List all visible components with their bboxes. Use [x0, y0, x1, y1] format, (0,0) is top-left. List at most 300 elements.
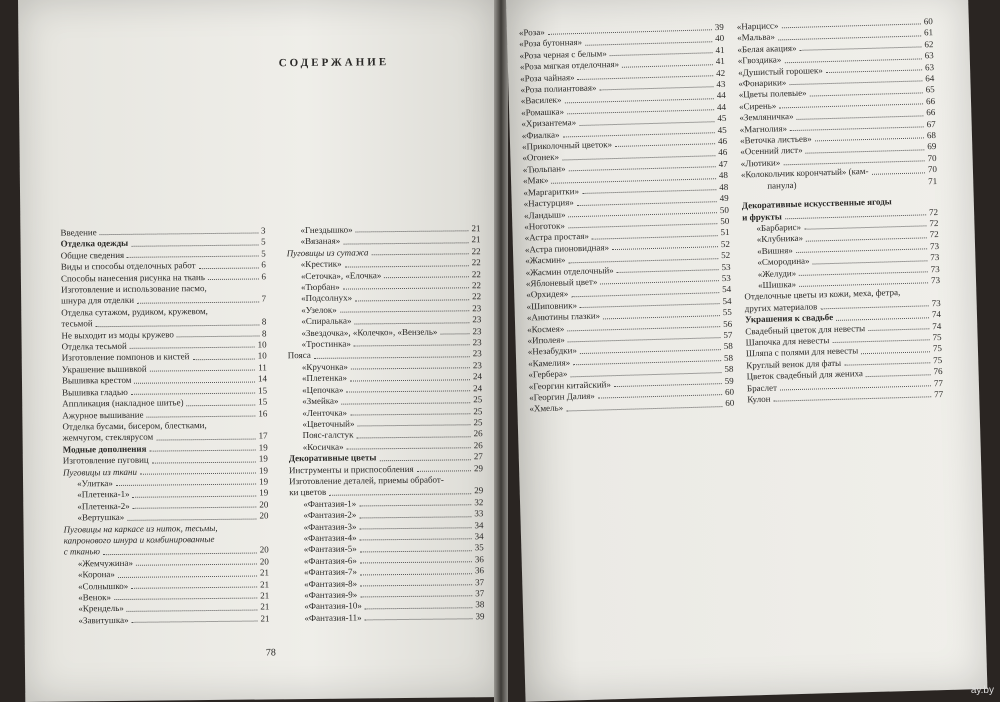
toc-entry-title: «Фантазия-5»: [303, 543, 357, 555]
dot-leader: [343, 288, 469, 290]
dot-leader: [360, 584, 472, 586]
toc-entry-title: Вышивка гладью: [62, 386, 128, 398]
toc-entry-title: «Ноготок»: [524, 220, 566, 232]
toc-entry-title: «Вязаная»: [300, 236, 341, 247]
toc-entry-title: «Настурция»: [523, 197, 574, 209]
toc-entry-title: «Ромашка»: [521, 106, 565, 118]
toc-entry-title: Пояса: [287, 350, 311, 361]
dot-leader: [614, 383, 722, 387]
dot-leader: [826, 69, 922, 73]
toc-entry-title: и фрукты: [742, 210, 782, 222]
dot-leader: [612, 246, 718, 250]
toc-entry-title: «Тростинка»: [301, 338, 351, 350]
toc-entry-title: «Вишня»: [756, 244, 793, 256]
toc-entry-title: «Фантазия-8»: [304, 578, 358, 589]
toc-entry-title: Отделка одежды: [60, 238, 129, 249]
dot-leader: [895, 204, 935, 205]
toc-entry-page: 77: [933, 377, 943, 388]
toc-entry-page: 29: [474, 485, 484, 496]
toc-entry-title: «Гнездышко»: [300, 224, 353, 236]
toc-entry-page: 66: [926, 107, 936, 118]
toc-entry-title: Пояс-галстук: [302, 429, 354, 441]
dot-leader: [357, 436, 471, 438]
dot-leader: [566, 406, 722, 411]
toc-entry-page: 23: [472, 337, 482, 348]
watermark: ay.by: [970, 685, 994, 696]
toc-entry-title: «Тюрбан»: [300, 281, 340, 293]
toc-entry-title: «Фантазия-6»: [303, 555, 357, 566]
toc-entry-title: «Венок»: [78, 592, 111, 603]
dot-leader: [208, 279, 258, 281]
toc-entry-page: 48: [718, 170, 729, 181]
toc-entry-title: «Ландыш»: [523, 208, 566, 221]
toc-entry-page: 10: [257, 339, 267, 350]
toc-entry-title: Общие сведения: [60, 249, 125, 261]
toc-entry-title: Шапочка для невесты: [745, 335, 830, 348]
toc-entry-page: 45: [717, 124, 727, 135]
toc-entry-page: 6: [261, 259, 266, 270]
toc-entry-title: «Роза чайная»: [520, 71, 575, 84]
right-page: [506, 0, 987, 702]
dot-leader: [350, 413, 470, 415]
toc-entry-page: 20: [259, 510, 269, 521]
toc-entry-page: 77: [934, 388, 944, 400]
toc-entry-page: 20: [259, 499, 269, 510]
toc-entry-title: Пуговицы на каркасе из ниток, тесьмы,: [63, 522, 218, 535]
dot-leader: [96, 324, 259, 327]
toc-entry-page: 55: [722, 306, 732, 318]
toc-entry-title: «Цветы полевые»: [738, 88, 807, 100]
toc-entry-page: 67: [926, 118, 936, 129]
toc-entry-page: 25: [473, 417, 483, 428]
dot-leader: [379, 459, 470, 461]
toc-entry-title: «Крендель»: [78, 603, 124, 614]
dot-leader: [903, 295, 937, 296]
toc-entry-page: 8: [261, 328, 267, 339]
toc-entry-title: «Плетенка»: [301, 372, 347, 384]
dot-leader: [343, 242, 468, 244]
dot-leader: [127, 518, 256, 520]
dot-leader: [360, 596, 472, 598]
dot-leader: [371, 254, 468, 256]
toc-entry-page: 73: [929, 240, 940, 251]
dot-leader: [341, 402, 470, 404]
dot-leader: [199, 267, 259, 269]
dot-leader: [340, 311, 470, 313]
dot-leader: [350, 379, 470, 381]
toc-entry-page: 60: [923, 16, 933, 27]
toc-entry-title: «Астра простая»: [524, 231, 590, 243]
toc-entry-page: 53: [721, 272, 731, 284]
toc-entry-page: 41: [715, 56, 725, 67]
toc-entry-title: «Цепочка»: [302, 384, 344, 395]
toc-entry-page: 37: [475, 588, 485, 599]
toc-entry-page: 72: [929, 229, 939, 240]
toc-entry-title: «Шишка»: [757, 278, 797, 291]
dot-leader: [187, 404, 256, 406]
toc-entry-page: 70: [927, 164, 938, 175]
dot-leader: [360, 527, 472, 529]
toc-entry-page: 29: [473, 462, 483, 473]
page-number: 78: [265, 647, 276, 659]
toc-entry-page: 34: [474, 519, 484, 530]
toc-entry-page: 72: [929, 217, 939, 229]
toc-entry-page: 50: [720, 215, 730, 227]
toc-entry-title: Шляпа с полями для невесты: [745, 345, 859, 359]
toc-entry-title: «Роза мягкая отделочная»: [519, 59, 620, 72]
toc-entry-page: 22: [471, 268, 481, 279]
toc-entry-title: «Ленточка»: [302, 407, 348, 418]
toc-entry-page: 36: [474, 565, 485, 576]
dot-leader: [116, 484, 256, 486]
toc-entry-page: 23: [472, 325, 482, 336]
dot-leader: [134, 381, 255, 383]
toc-entry-title: «Фантазия-11»: [304, 612, 362, 623]
toc-entry-page: 56: [722, 318, 733, 329]
toc-entry-page: 75: [933, 354, 943, 365]
toc-entry-page: 73: [930, 252, 940, 263]
toc-entry-title: Ажурное вышивание: [62, 409, 144, 421]
toc-entry-title: «Жемчужина»: [77, 557, 134, 569]
dot-leader: [103, 552, 257, 555]
dot-leader: [140, 472, 256, 474]
dot-leader: [156, 438, 255, 440]
toc-entry-page: 76: [933, 366, 943, 377]
toc-entry-title: Аппликация (накладное шитье): [62, 397, 184, 409]
toc-entry-title: «Огонек»: [522, 152, 560, 164]
toc-entry-page: 22: [471, 245, 481, 257]
toc-entry-title: «Фонарики»: [738, 77, 787, 89]
toc-entry-title: Инструменты и приспособления: [288, 463, 414, 475]
toc-entry-title: «Нарцисс»: [736, 20, 779, 32]
toc-entry-page: 60: [725, 398, 735, 409]
toc-entry-page: 8: [261, 316, 267, 327]
toc-entry-page: 19: [259, 487, 269, 498]
toc-entry-title: «Тюльпан»: [522, 163, 566, 175]
toc-entry-title: «Мак»: [522, 175, 549, 186]
toc-entry-title: Способы нанесения рисунка на ткань: [60, 271, 205, 284]
toc-entry-page: 72: [928, 206, 939, 217]
dot-leader: [615, 144, 715, 148]
toc-entry-title: «Солнышко»: [78, 580, 129, 591]
toc-entry-title: «Гвоздика»: [737, 54, 782, 66]
toc-entry-page: 11: [258, 362, 267, 373]
toc-entry-page: 23: [472, 314, 482, 325]
dot-leader: [147, 415, 256, 417]
toc-entry-page: 44: [716, 90, 726, 101]
toc-entry-title: «Клубника»: [756, 233, 804, 245]
toc-entry-title: «Роза»: [518, 26, 545, 38]
toc-entry-page: 59: [724, 375, 734, 386]
toc-entry-page: 21: [260, 578, 270, 590]
toc-entry-title: «Душистый горошек»: [737, 64, 823, 78]
toc-entry-title: Украшения к свадьбе: [744, 312, 834, 325]
toc-entry-page: 23: [472, 303, 482, 314]
dot-leader: [192, 358, 254, 360]
toc-entry-page: 21: [259, 567, 270, 578]
dot-leader: [150, 370, 256, 372]
dot-leader: [356, 231, 469, 233]
toc-entry-title: «Иполея»: [527, 334, 565, 346]
toc-entry-title: Отделка сутажом, рудиком, кружевом,: [61, 305, 208, 318]
toc-entry-title: «Анютины глазки»: [526, 310, 601, 323]
toc-entry-page: 21: [260, 601, 270, 612]
toc-entry-page: 69: [927, 141, 937, 152]
dot-leader: [133, 495, 257, 497]
toc-entry-page: 42: [715, 67, 726, 78]
toc-entry-page: 16: [258, 407, 268, 419]
toc-entry-page: 25: [473, 405, 483, 416]
toc-entry-title: «Роза черная с белым»: [519, 48, 607, 61]
toc-entry-title: «Яблоневый цвет»: [525, 276, 598, 289]
dot-leader: [314, 356, 470, 359]
toc-column-1: [60, 225, 269, 626]
toc-entry-title: «Змейка»: [302, 395, 339, 407]
toc-entry-page: 22: [471, 257, 481, 268]
toc-entry-title: «Хмель»: [529, 402, 564, 414]
dot-leader: [815, 138, 924, 142]
toc-entry-page: 71: [928, 175, 938, 186]
toc-entry-title: Браслет: [746, 382, 778, 394]
toc-entry-page: 21: [260, 590, 270, 601]
toc-column-3: [519, 22, 735, 415]
toc-entry-page: 75: [932, 343, 943, 354]
toc-entry-title: «Георгин китайский»: [528, 378, 612, 392]
toc-entry-title: «Белая акация»: [737, 42, 797, 55]
toc-entry-page: 22: [472, 291, 482, 302]
toc-entry-title: «Хризантема»: [521, 117, 577, 129]
toc-entry-page: 63: [924, 61, 935, 72]
dot-leader: [617, 269, 719, 273]
dot-leader: [131, 393, 255, 395]
toc-entry-page: 46: [717, 135, 728, 147]
toc-entry-title: «Спиралька»: [301, 315, 352, 327]
dot-leader: [136, 564, 257, 566]
dot-leader: [329, 493, 471, 495]
toc-entry-title: «Плетенка-1»: [77, 489, 130, 500]
toc-entry-page: 21: [260, 613, 270, 624]
toc-entry-page: 47: [718, 158, 728, 169]
dot-leader: [622, 64, 713, 68]
toc-entry-page: 39: [475, 610, 485, 622]
toc-entry-page: 73: [930, 263, 940, 274]
toc-entry-title: «Косичка»: [302, 441, 344, 452]
toc-entry-page: 34: [474, 531, 484, 542]
dot-leader: [137, 301, 259, 303]
toc-entry-title: шнура для отделки: [61, 295, 135, 307]
toc-entry-title: Декоративные цветы: [288, 452, 377, 464]
dot-leader: [118, 575, 257, 577]
toc-entry-page: 15: [258, 385, 268, 396]
toc-entry-title: капронового шнура и комбинированные: [63, 533, 215, 546]
dot-leader: [832, 340, 929, 344]
toc-entry-page: 58: [723, 352, 734, 363]
toc-entry-page: 19: [259, 476, 269, 487]
toc-entry-title: «Жасмин»: [525, 254, 566, 266]
toc-entry-title: тесьмой: [61, 318, 93, 329]
dot-leader: [130, 347, 255, 349]
book-gutter: [494, 0, 508, 702]
toc-entry-page: 68: [926, 130, 937, 141]
toc-entry-title: «Жасмин отделочный»: [525, 264, 614, 278]
toc-entry-page: 17: [258, 430, 268, 441]
toc-entry-title: жемчугом, стеклярусом: [62, 431, 154, 443]
toc-entry-title: Украшение вышивкой: [61, 363, 147, 375]
dot-leader: [133, 507, 257, 509]
toc-entry-title: Отделка тесьмой: [61, 340, 127, 352]
toc-entry-page: 61: [923, 27, 934, 38]
toc-entry-page: 7: [261, 293, 267, 304]
dot-leader: [114, 598, 257, 601]
dot-leader: [100, 233, 258, 236]
toc-entry-page: 40: [715, 33, 725, 44]
toc-entry-page: 44: [716, 101, 727, 112]
toc-entry-title: «Незабудки»: [527, 345, 578, 357]
dot-leader: [417, 470, 471, 472]
dot-leader: [354, 345, 470, 347]
toc-entry-title: Пуговицы из ткани: [62, 466, 137, 478]
toc-entry-title: «Подсолнух»: [301, 292, 353, 304]
toc-entry-page: 20: [259, 556, 269, 567]
toc-entry-title: «Корона»: [77, 569, 115, 580]
toc-entry-title: Изготовление и использование пасмо,: [60, 283, 207, 295]
dot-leader: [774, 397, 932, 402]
dot-leader: [211, 314, 263, 315]
toc-entry-title: «Шиповник»: [526, 299, 578, 312]
toc-entry-page: 25: [473, 394, 483, 405]
toc-entry-title: «Фантазия-9»: [304, 589, 358, 601]
toc-entry-page: 50: [719, 204, 730, 215]
toc-entry-page: 38: [475, 599, 485, 610]
toc-entry-title: «Барбарис»: [756, 221, 802, 233]
toc-entry-page: 73: [931, 297, 941, 308]
toc-entry-page: 19: [258, 442, 268, 453]
dot-leader: [357, 425, 470, 427]
toc-entry: [64, 613, 269, 627]
toc-entry-page: 74: [932, 320, 942, 331]
toc-entry-title: с тканью: [63, 546, 100, 557]
toc-entry-title: «Камелия»: [528, 357, 571, 369]
toc-entry-page: 43: [716, 78, 726, 90]
toc-entry-page: 52: [721, 249, 731, 261]
dot-leader: [152, 461, 256, 463]
toc-entry-title: Круглый венок для фаты: [746, 357, 842, 371]
toc-entry-page: 39: [714, 21, 724, 33]
toc-entry-title: «Фантазия-1»: [303, 498, 357, 509]
dot-leader: [132, 621, 258, 623]
dot-leader: [360, 539, 472, 541]
toc-entry-title: «Маргаритки»: [523, 185, 580, 198]
toc-entry-page: 21: [471, 234, 481, 245]
toc-entry-title: Свадебный цветок для невесты: [745, 322, 866, 337]
toc-entry-page: 46: [718, 147, 728, 158]
toc-entry-title: Кулон: [747, 393, 771, 405]
toc-column-2: [286, 223, 484, 624]
dot-leader: [610, 52, 713, 56]
toc-entry-page: 63: [924, 50, 934, 61]
toc-entry-page: 15: [258, 396, 268, 407]
toc-entry-title: Цветок свадебный для жениха: [746, 368, 864, 382]
toc-entry-title: «Крестик»: [300, 258, 342, 270]
toc-entry-title: Изготовление деталей, приемы обработ-: [289, 474, 444, 487]
toc-column-4: [737, 16, 944, 406]
toc-entry-title: «Улитка»: [77, 477, 113, 489]
toc-entry-page: 54: [722, 284, 732, 295]
toc-entry-title: «Мальва»: [737, 31, 776, 43]
toc-entry-page: 74: [931, 309, 942, 320]
toc-entry-title: Пуговицы из сутажа: [286, 247, 369, 259]
toc-entry-page: 22: [471, 280, 482, 291]
toc-entry-title: «Василек»: [520, 94, 562, 107]
toc-entry-page: 65: [925, 84, 935, 95]
toc-entry-title: «Гербера»: [528, 368, 568, 380]
toc-entry-title: «Осенний лист»: [740, 145, 803, 157]
toc-entry-page: 54: [722, 295, 732, 306]
toc-entry-page: 23: [472, 360, 482, 371]
dot-leader: [351, 368, 470, 370]
toc-entry-page: 64: [925, 73, 935, 84]
dot-leader: [217, 542, 265, 543]
toc-entry-page: 26: [473, 428, 483, 439]
dot-leader: [844, 362, 930, 365]
toc-entry-page: 19: [258, 453, 268, 464]
toc-entry-title: «Приколочный цветок»: [521, 139, 613, 152]
toc-entry-page: 10: [257, 350, 267, 361]
toc-entry-title: «Сирень»: [738, 100, 777, 112]
dot-leader: [872, 172, 925, 174]
toc-entry-title: Изготовление помпонов и кистей: [61, 351, 190, 364]
toc-entry-page: 49: [719, 192, 729, 204]
toc-entry-page: 5: [261, 248, 266, 259]
toc-entry-title: «Роза полиантовая»: [520, 82, 597, 95]
toc-entry-page: 19: [258, 464, 268, 476]
toc-entry-page: 57: [723, 329, 733, 341]
toc-entry-page: 24: [472, 371, 483, 382]
toc-entry-page: 33: [474, 508, 484, 519]
toc-entry-page: 60: [724, 386, 735, 398]
left-page: [18, 0, 503, 702]
toc-entry-title: «Астра пионовидная»: [524, 241, 610, 255]
dot-leader: [365, 618, 473, 620]
toc-entry-title: Модные дополнения: [62, 443, 147, 455]
toc-entry-title: ки цветов: [289, 487, 327, 498]
toc-entry-page: 62: [924, 38, 934, 50]
dot-leader: [820, 305, 928, 309]
dot-leader: [836, 317, 929, 321]
dot-leader: [359, 504, 471, 506]
toc-entry-title: «Магнолия»: [739, 122, 788, 135]
toc-entry-title: «Сеточка», «Елочка»: [300, 269, 382, 281]
toc-entry-page: 36: [474, 553, 484, 565]
toc-entry-title: «Фантазия-3»: [303, 521, 357, 532]
toc-entry-page: 70: [927, 152, 937, 164]
dot-leader: [360, 550, 472, 552]
toc-entry-title: Изготовление пуговиц: [62, 454, 149, 466]
toc-entry-title: панула): [767, 179, 797, 191]
toc-entry-page: 21: [471, 223, 481, 234]
toc-entry-page: 75: [932, 331, 942, 343]
toc-entry-page: 52: [720, 238, 731, 249]
toc-entry-title: «Звездочка», «Колечко», «Вензель»: [301, 326, 438, 338]
dot-leader: [131, 587, 257, 589]
dot-leader: [440, 333, 469, 334]
toc-entry-title: Не выходит из моды кружево: [61, 329, 174, 341]
toc-entry-page: 6: [261, 271, 266, 282]
toc-entry-page: 24: [473, 382, 483, 393]
toc-entry-page: 5: [260, 236, 266, 247]
page-title: СОДЕРЖАНИЕ: [278, 56, 390, 70]
dot-leader: [210, 428, 265, 429]
